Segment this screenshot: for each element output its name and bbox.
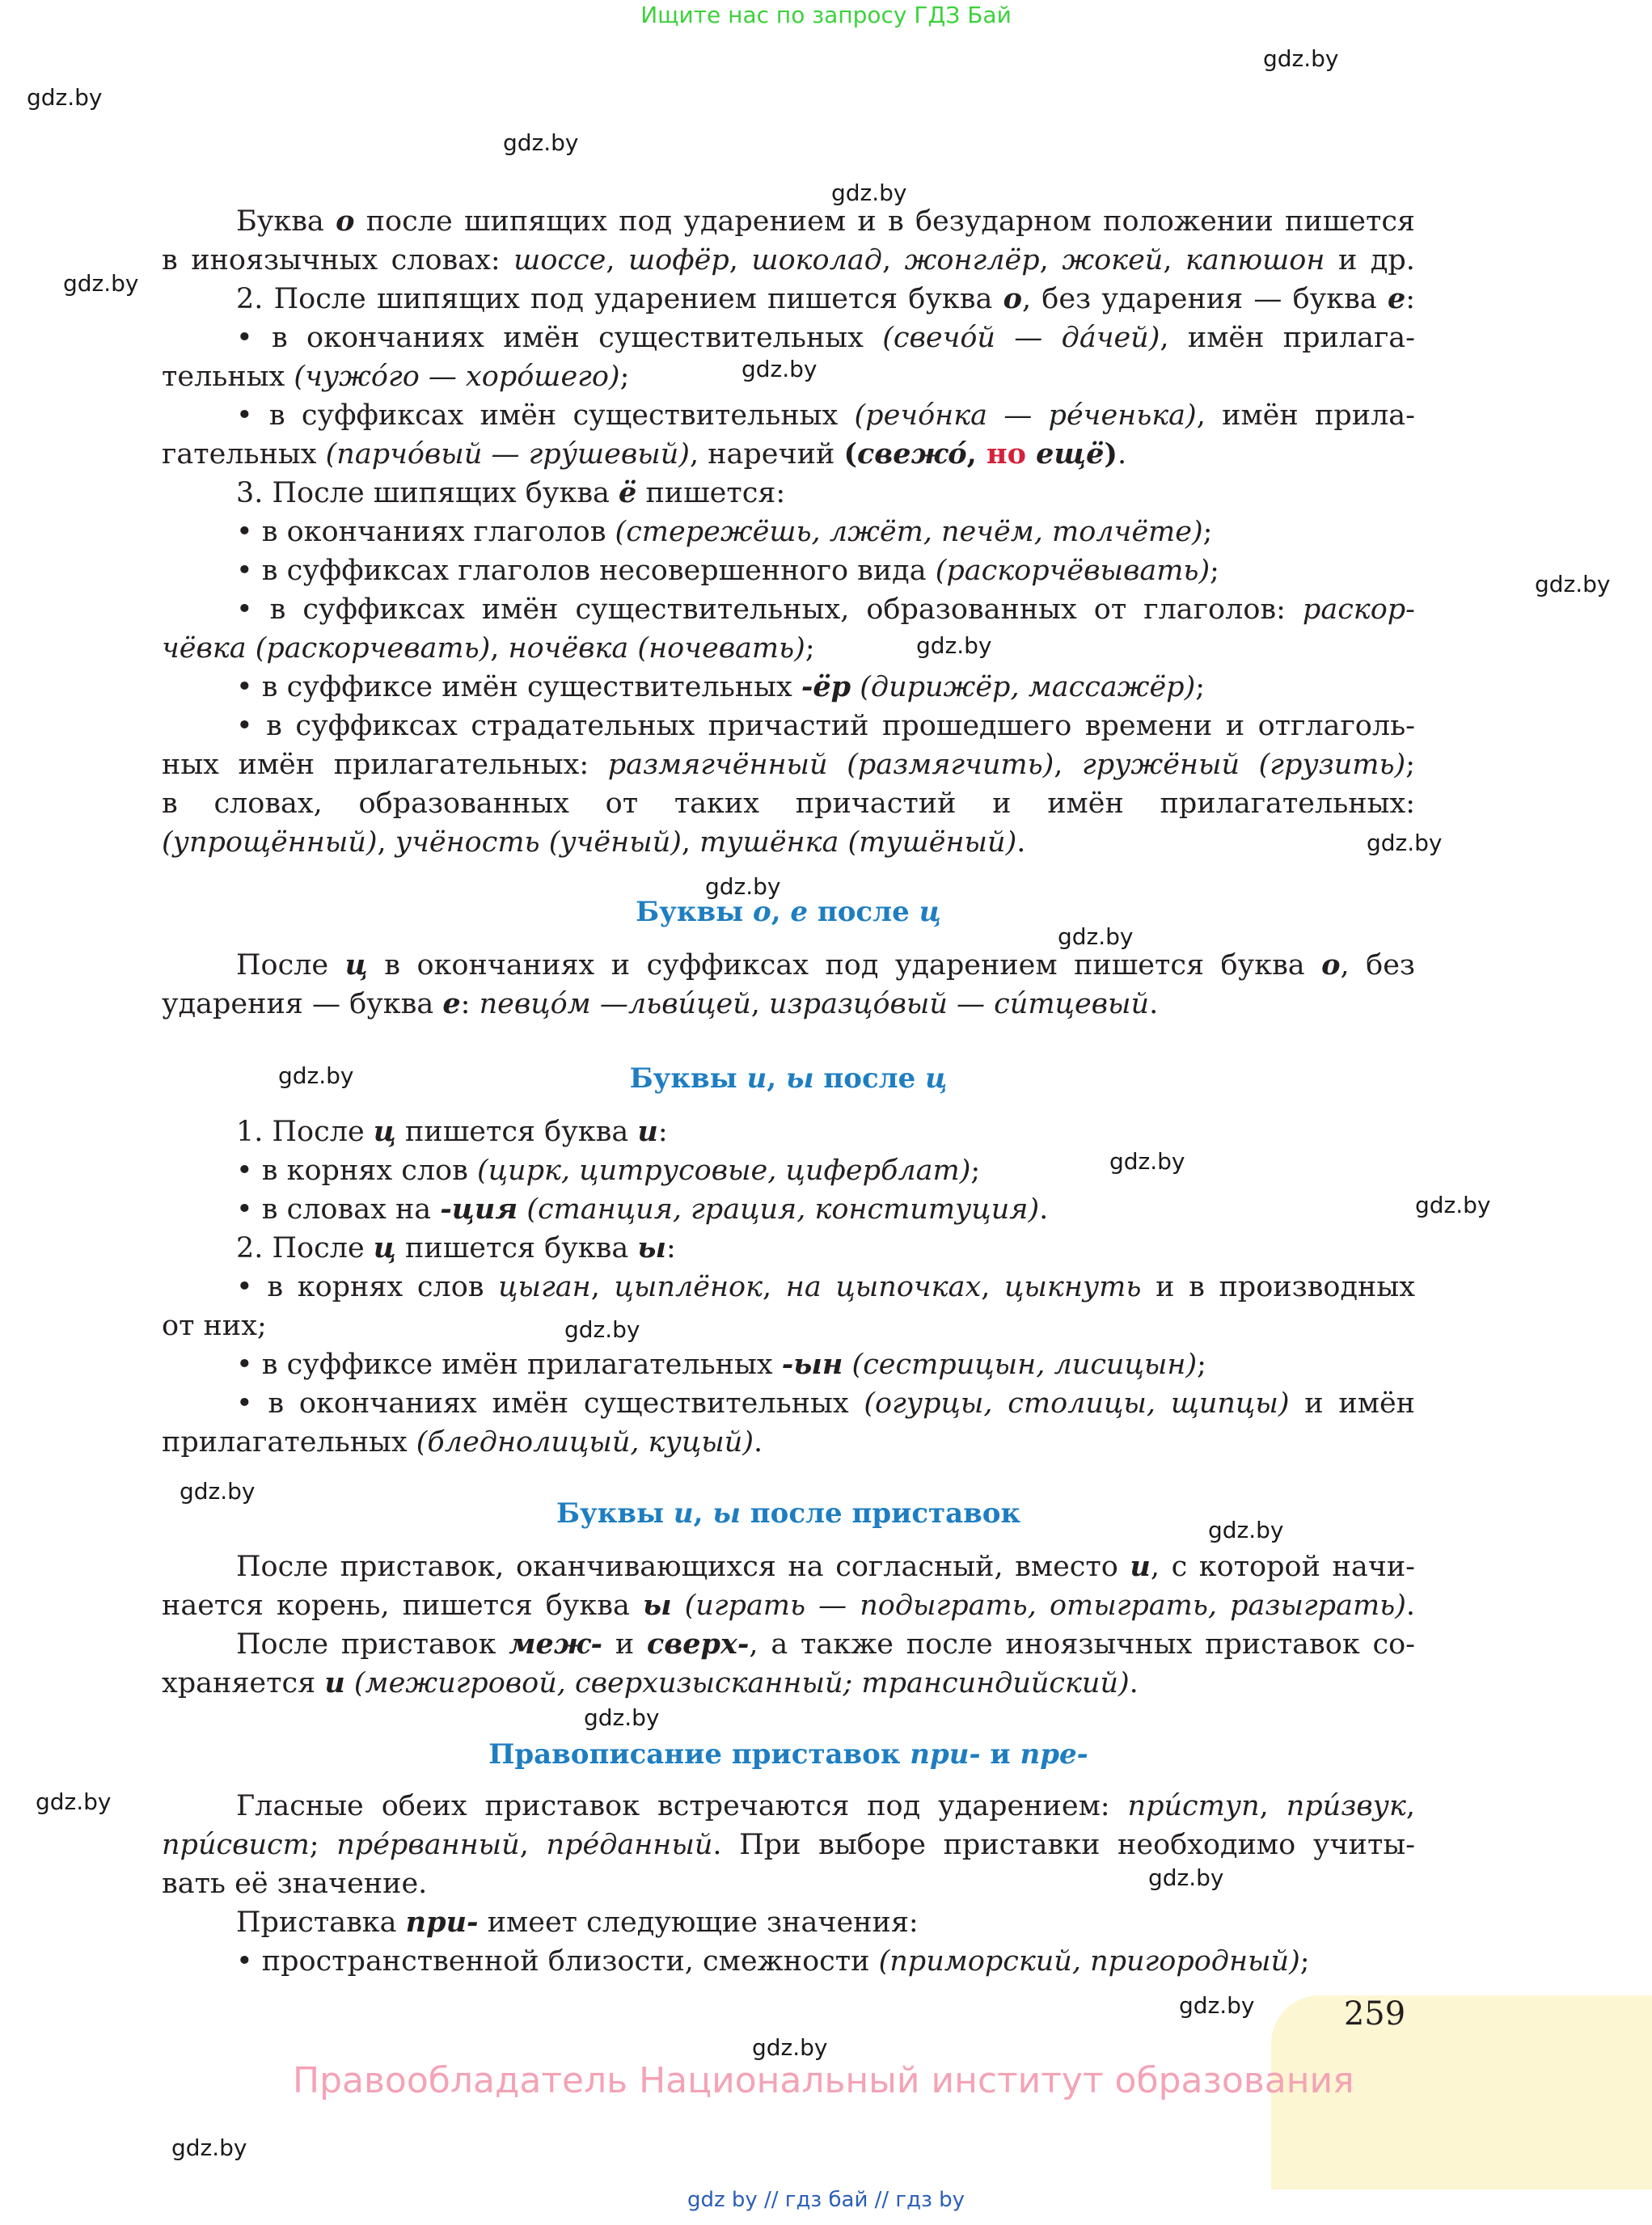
text-line: • в суффиксе имён прилагательных -ын (сестрицын, лисицын); <box>236 1348 1206 1381</box>
text-line: • в суффиксах глаголов несовершенного вида (раскорчёвывать); <box>236 555 1219 587</box>
section-heading: Буквы о, е после ц <box>636 896 941 928</box>
text-line: прилагательных (бледнолицый, куцый). <box>162 1426 763 1459</box>
text-line: • в корнях слов цыган, цыплёнок, на цыпочках, цыкнуть и в производных <box>236 1271 1415 1303</box>
text-line: • в суффиксе имён существительных -ёр (дирижёр, массажёр); <box>236 670 1206 703</box>
text-line: храняется и (межигровой, сверхизысканный; трансиндийский). <box>162 1666 1139 1699</box>
text-line: Гласные обеих приставок встречаются под ударением: при́ступ, при́звук, <box>236 1790 1415 1822</box>
text-line: 2. После ц пишется буква ы: <box>236 1231 676 1264</box>
text-line: • в окончаниях имён существительных (огурцы, столицы, щипцы) и имён <box>236 1387 1415 1420</box>
watermark: gdz.by <box>705 873 781 900</box>
watermark: gdz.by <box>584 1704 660 1731</box>
watermark: gdz.by <box>831 179 907 206</box>
watermark: gdz.by <box>503 129 579 156</box>
text-line: После приставок, оканчивающихся на согласный, вместо и, с которой начи- <box>236 1550 1415 1583</box>
section-heading: Буквы и, ы после ц <box>629 1062 948 1095</box>
text-line: нается корень, пишется буква ы (играть — подыграть, отыграть, разыграть). <box>162 1589 1415 1622</box>
text-line: • в окончаниях глаголов (стережёшь, лжёт, печём, толчёте); <box>236 516 1213 548</box>
text-line: тельных (чужо́го — хоро́шего); <box>162 361 630 393</box>
watermark: gdz.by <box>916 632 992 659</box>
text-line: 1. После ц пишется буква и: <box>236 1115 668 1148</box>
watermark: gdz.by <box>1148 1864 1224 1891</box>
watermark: gdz.by <box>63 270 139 297</box>
watermark: gdz.by <box>27 84 103 111</box>
text-line: в иноязычных словах: шоссе, шофёр, шоколад, жонглёр, жокей, капюшон и др. <box>162 244 1415 277</box>
rights-holder: Правообладатель Национальный институт образования <box>293 2060 1354 2101</box>
watermark: gdz.by <box>741 356 818 382</box>
text-line: • в корнях слов (цирк, цитрусовые, циферблат); <box>236 1155 981 1187</box>
watermark: gdz.by <box>1367 830 1443 856</box>
watermark: gdz.by <box>180 1478 256 1505</box>
text-line: от них; <box>162 1310 267 1342</box>
text-line: После приставок меж- и сверх-, а также после иноязычных приставок со- <box>236 1628 1415 1661</box>
watermark: gdz.by <box>1263 45 1339 72</box>
text-line: 2. После шипящих под ударением пишется буква о, без ударения — буква е: <box>236 282 1415 315</box>
text-line: Приставка при- имеет следующие значения: <box>236 1906 919 1939</box>
text-line: в словах, образованных от таких причастий и имён прилагательных: <box>162 787 1415 820</box>
text-line: • в окончаниях имён существительных (свечо́й — да́чей), имён прилага- <box>236 322 1415 354</box>
watermark: gdz.by <box>1208 1517 1284 1543</box>
bottom-links[interactable]: gdz by // гдз бай // гдз by <box>687 2188 965 2212</box>
watermark: gdz.by <box>1058 923 1134 950</box>
watermark: gdz.by <box>1109 1148 1185 1175</box>
watermark: gdz.by <box>564 1316 640 1343</box>
text-line: (упрощённый), учёность (учёный), тушёнка (тушёный). <box>162 826 1026 859</box>
section-heading: Буквы и, ы после приставок <box>556 1497 1021 1530</box>
text-line: • в суффиксах имён существительных (речо́нка — ре́ченька), имён прила- <box>236 399 1415 432</box>
text-line: • в словах на -ция (станция, грация, конституция). <box>236 1193 1049 1226</box>
page-number: 259 <box>1343 1995 1406 2033</box>
watermark: gdz.by <box>171 2134 247 2161</box>
text-line: ударения — буква е: певцо́м —льви́цей, изразцо́вый — си́тцевый. <box>162 987 1159 1020</box>
text-line: 3. После шипящих буква ё пишется: <box>236 476 786 509</box>
text-line: ных имён прилагательных: размягчённый (размягчить), гружёный (грузить); <box>162 749 1415 781</box>
watermark: gdz.by <box>1179 1992 1255 2019</box>
watermark: gdz.by <box>278 1062 354 1089</box>
watermark: gdz.by <box>752 2034 828 2061</box>
text-line: Буква о после шипящих под ударением и в безударном положении пишется <box>236 205 1415 238</box>
text-line: чёвка (раскорчевать), ночёвка (ночевать); <box>162 632 815 665</box>
text-line: • в суффиксах имён существительных, образованных от глаголов: раскор- <box>236 593 1415 626</box>
watermark: gdz.by <box>1415 1192 1491 1218</box>
watermark: gdz.by <box>1535 571 1611 597</box>
section-heading: Правописание приставок при- и пре- <box>488 1738 1088 1771</box>
text-line: После ц в окончаниях и суффиксах под ударением пишется буква о, без <box>236 948 1415 982</box>
watermark: gdz.by <box>36 1788 112 1815</box>
text-line: • пространственной близости, смежности (приморский, пригородный); <box>236 1945 1310 1978</box>
text-line: гательных (парчо́вый — гру́шевый), наречий (свежо́, но ещё). <box>162 437 1127 471</box>
text-line: вать её значение. <box>162 1868 428 1900</box>
text-line: при́свист; пре́рванный, пре́данный. При выборе приставки необходимо учиты- <box>162 1829 1415 1861</box>
top-banner[interactable]: Ищите нас по запросу ГДЗ Бай <box>640 2 1012 28</box>
text-line: • в суффиксах страдательных причастий прошедшего времени и отглаголь- <box>236 710 1415 742</box>
